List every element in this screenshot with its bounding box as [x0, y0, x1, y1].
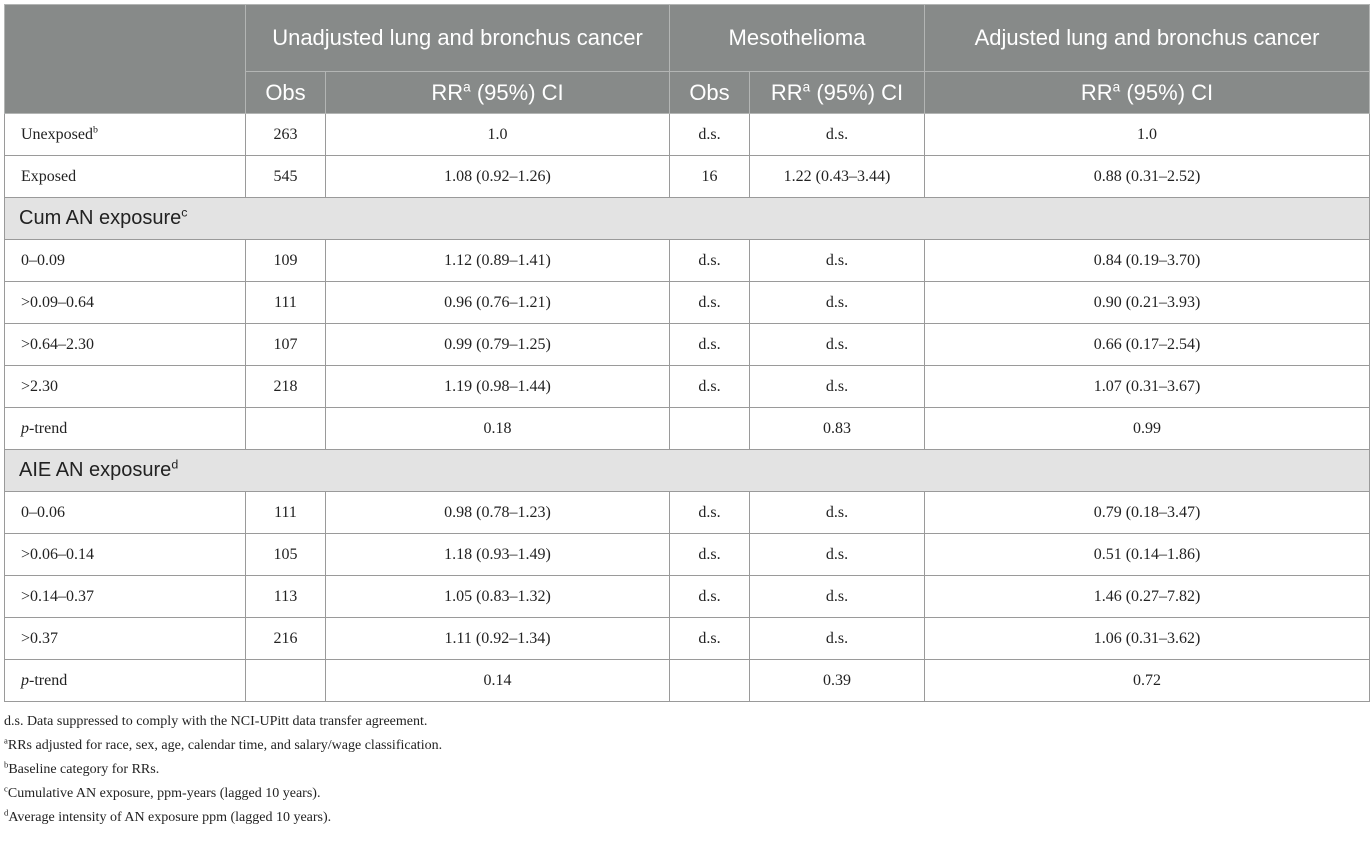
cell-meso-obs: d.s.	[670, 534, 750, 576]
header-obs-mesothelioma: Obs	[670, 72, 750, 114]
cell-meso-rr: 1.22 (0.43–3.44)	[750, 156, 925, 198]
cell-rr: 0.18	[326, 408, 670, 450]
table-row	[5, 282, 1370, 324]
cell-obs	[246, 408, 326, 450]
table-row-p-trend	[5, 408, 1370, 450]
cell-rr: 0.98 (0.78–1.23)	[326, 492, 670, 534]
cell-meso-rr: d.s.	[750, 366, 925, 408]
cell-rr: 1.05 (0.83–1.32)	[326, 576, 670, 618]
cell-meso-rr: d.s.	[750, 534, 925, 576]
cell-rr: 1.18 (0.93–1.49)	[326, 534, 670, 576]
row-label: 0–0.09	[5, 240, 246, 282]
table-row	[5, 534, 1370, 576]
cell-rr: 1.08 (0.92–1.26)	[326, 156, 670, 198]
header-rr-unadjusted: $RR^a$ (95%) CI	[326, 72, 670, 114]
footnote-ds: d.s. Data suppressed to comply with the NCI-UPitt data transfer agreement.	[4, 714, 428, 729]
footnote-c: $^c$Cumulative AN exposure, ppm-years (lagged 10 years).	[4, 783, 321, 801]
cell-meso-rr: d.s.	[750, 492, 925, 534]
table-header	[5, 5, 1370, 114]
cell-adj-rr: 1.06 (0.31–3.62)	[925, 618, 1370, 660]
cell-adj-rr: 0.79 (0.18–3.47)	[925, 492, 1370, 534]
table-row	[5, 618, 1370, 660]
header-obs-unadjusted: Obs	[246, 72, 326, 114]
table-row	[5, 114, 1370, 156]
row-label-p-trend: p-trend	[5, 408, 246, 450]
row-label-exposed: Exposed	[5, 156, 246, 198]
cell-adj-rr: 0.88 (0.31–2.52)	[925, 156, 1370, 198]
header-rr-mesothelioma: $RR^a$ (95%) CI	[750, 72, 925, 114]
cell-meso-obs	[670, 660, 750, 702]
section-title: Cum AN exposure$^c$	[5, 198, 1370, 240]
cell-rr: 0.99 (0.79–1.25)	[326, 324, 670, 366]
cell-obs: 218	[246, 366, 326, 408]
cell-obs: 111	[246, 492, 326, 534]
table-row	[5, 366, 1370, 408]
table-row	[5, 156, 1370, 198]
cell-obs: 113	[246, 576, 326, 618]
cell-adj-rr: 0.66 (0.17–2.54)	[925, 324, 1370, 366]
footnote-a: $^a$RRs adjusted for race, sex, age, calendar time, and salary/wage classification.	[4, 735, 443, 753]
table-row	[5, 240, 1370, 282]
row-label-p-trend: p-trend	[5, 660, 246, 702]
row-label: >0.14–0.37	[5, 576, 246, 618]
cell-rr: 1.12 (0.89–1.41)	[326, 240, 670, 282]
cell-obs	[246, 660, 326, 702]
cell-meso-obs: d.s.	[670, 282, 750, 324]
cell-adj-rr: 1.46 (0.27–7.82)	[925, 576, 1370, 618]
table-body	[5, 114, 1370, 702]
cell-obs: 109	[246, 240, 326, 282]
row-label: >2.30	[5, 366, 246, 408]
cell-adj-rr: 0.72	[925, 660, 1370, 702]
table-row	[5, 492, 1370, 534]
cell-meso-rr: d.s.	[750, 114, 925, 156]
cell-adj-rr: 0.51 (0.14–1.86)	[925, 534, 1370, 576]
cell-obs: 111	[246, 282, 326, 324]
cell-adj-rr: 1.07 (0.31–3.67)	[925, 366, 1370, 408]
cell-rr: 0.96 (0.76–1.21)	[326, 282, 670, 324]
row-label: >0.09–0.64	[5, 282, 246, 324]
cell-obs: 545	[246, 156, 326, 198]
cell-meso-rr: d.s.	[750, 324, 925, 366]
cell-meso-rr: d.s.	[750, 240, 925, 282]
cell-meso-rr: d.s.	[750, 576, 925, 618]
section-title: AIE AN exposure$^d$	[5, 450, 1370, 492]
row-label: >0.06–0.14	[5, 534, 246, 576]
cell-obs: 216	[246, 618, 326, 660]
section-header-aie-an	[5, 450, 1370, 492]
footnote-d: $^d$Average intensity of AN exposure ppm (lagged 10 years).	[4, 807, 332, 825]
cell-meso-obs: d.s.	[670, 324, 750, 366]
header-group-unadjusted: Unadjusted lung and bronchus cancer	[246, 5, 670, 72]
cell-adj-rr: 0.99	[925, 408, 1370, 450]
cell-meso-obs: d.s.	[670, 114, 750, 156]
footnote-b: $^b$Baseline category for RRs.	[4, 759, 160, 777]
cell-obs: 263	[246, 114, 326, 156]
section-header-cum-an	[5, 198, 1370, 240]
cell-meso-rr: d.s.	[750, 282, 925, 324]
table-row	[5, 324, 1370, 366]
results-table	[4, 4, 1370, 702]
table-footnotes	[4, 710, 1369, 830]
cell-adj-rr: 0.84 (0.19–3.70)	[925, 240, 1370, 282]
row-label-unexposed: Unexposed$^b$	[5, 114, 246, 156]
row-label: >0.37	[5, 618, 246, 660]
table-row	[5, 576, 1370, 618]
cell-obs: 105	[246, 534, 326, 576]
cell-adj-rr: 0.90 (0.21–3.93)	[925, 282, 1370, 324]
header-corner-cell	[5, 5, 246, 114]
cell-meso-obs: d.s.	[670, 366, 750, 408]
cell-adj-rr: 1.0	[925, 114, 1370, 156]
cell-meso-rr: d.s.	[750, 618, 925, 660]
table-row-p-trend	[5, 660, 1370, 702]
cell-meso-rr: 0.39	[750, 660, 925, 702]
cell-meso-rr: 0.83	[750, 408, 925, 450]
cell-meso-obs	[670, 408, 750, 450]
header-group-adjusted: Adjusted lung and bronchus cancer	[925, 5, 1370, 72]
header-group-mesothelioma: Mesothelioma	[670, 5, 925, 72]
results-table-container	[4, 4, 1369, 830]
cell-rr: 1.11 (0.92–1.34)	[326, 618, 670, 660]
cell-obs: 107	[246, 324, 326, 366]
cell-rr: 0.14	[326, 660, 670, 702]
cell-rr: 1.0	[326, 114, 670, 156]
header-rr-adjusted: $RR^a$ (95%) CI	[925, 72, 1370, 114]
cell-meso-obs: d.s.	[670, 240, 750, 282]
row-label: 0–0.06	[5, 492, 246, 534]
cell-meso-obs: d.s.	[670, 576, 750, 618]
row-label: >0.64–2.30	[5, 324, 246, 366]
cell-meso-obs: d.s.	[670, 492, 750, 534]
cell-rr: 1.19 (0.98–1.44)	[326, 366, 670, 408]
cell-meso-obs: 16	[670, 156, 750, 198]
cell-meso-obs: d.s.	[670, 618, 750, 660]
